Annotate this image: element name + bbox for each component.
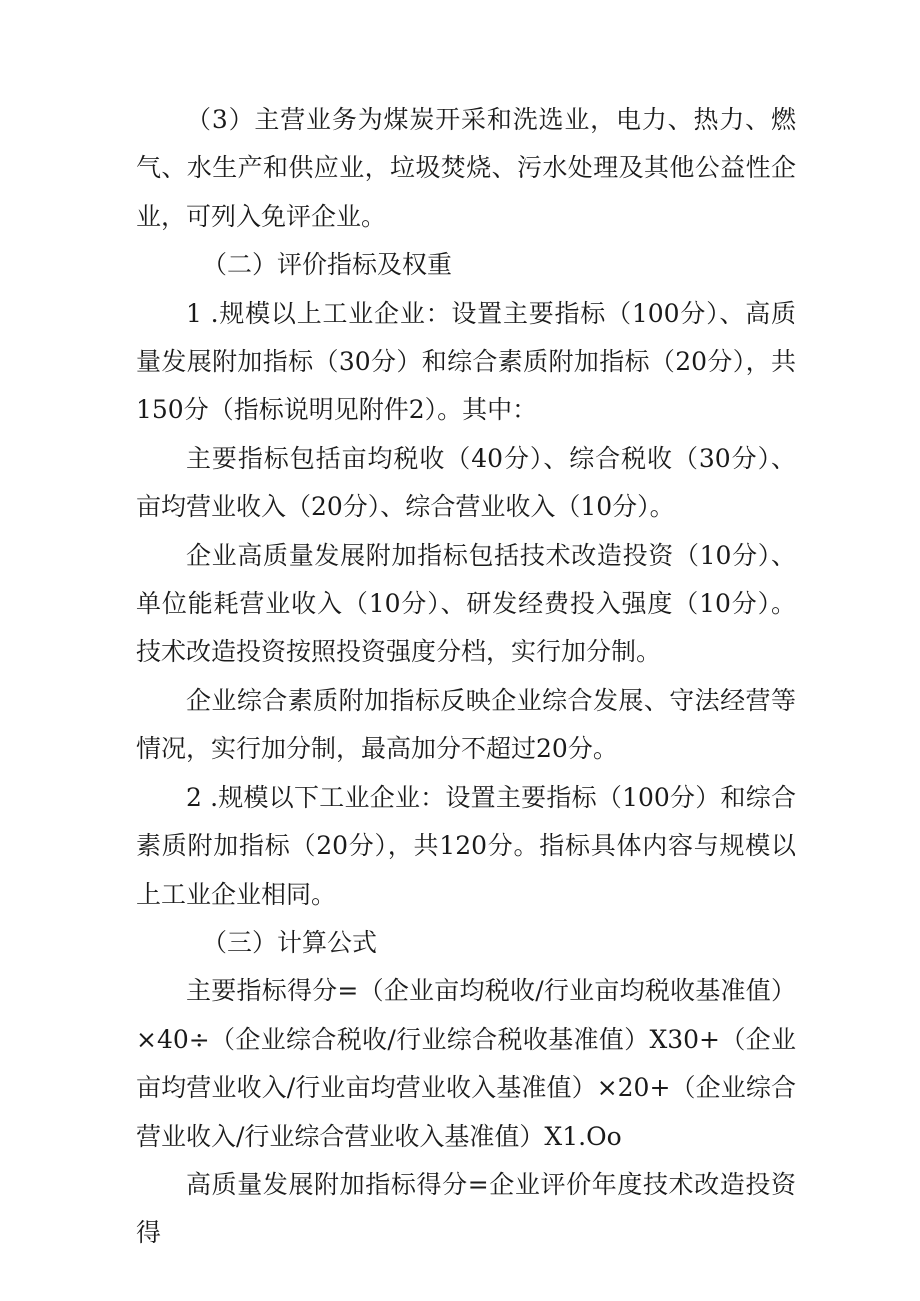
document-body xyxy=(136,96,796,1258)
paragraph-comprehensive-indicators: 企业综合素质附加指标反映企业综合发展、守法经营等情况，实行加分制，最高加分不超过20分。 xyxy=(136,685,796,764)
paragraph-main-score-formula: 主要指标得分=（企业亩均税收/行业亩均税收基准值）×40÷（企业综合税收/行业综合税收基准值）X30+（企业亩均营业收入/行业亩均营业收入基准值）×20+（企业综合营业收入/行业综合营业收入基准值）X1.Oo xyxy=(136,976,796,1151)
paragraph-high-quality-score-formula: 高质量发展附加指标得分=企业评价年度技术改造投资得 xyxy=(136,1169,796,1248)
heading-indicators-weights: （二）评价指标及权重 xyxy=(202,250,453,280)
paragraph-high-quality-indicators: 企业高质量发展附加指标包括技术改造投资（10分）、单位能耗营业收入（10分）、研发经费投入强度（10分）。技术改造投资按照投资强度分档，实行加分制。 xyxy=(136,540,796,667)
paragraph-below-scale-enterprises: 2 .规模以下工业企业：设置主要指标（100分）和综合素质附加指标（20分），共120分。指标具体内容与规模以上工业企业相同。 xyxy=(136,782,796,909)
paragraph-above-scale-enterprises: 1 .规模以上工业企业：设置主要指标（100分）、高质量发展附加指标（30分）和综合素质附加指标（20分），共150分（指标说明见附件2）。其中： xyxy=(136,298,796,425)
paragraph-exempt-enterprises: （3）主营业务为煤炭开采和洗选业，电力、热力、燃气、水生产和供应业，垃圾焚烧、污水处理及其他公益性企业，可列入免评企业。 xyxy=(136,105,796,231)
paragraph-main-indicators: 主要指标包括亩均税收（40分）、综合税收（30分）、亩均营业收入（20分）、综合营业收入（10分）。 xyxy=(136,443,796,522)
heading-calculation-formula: （三）计算公式 xyxy=(202,927,378,957)
